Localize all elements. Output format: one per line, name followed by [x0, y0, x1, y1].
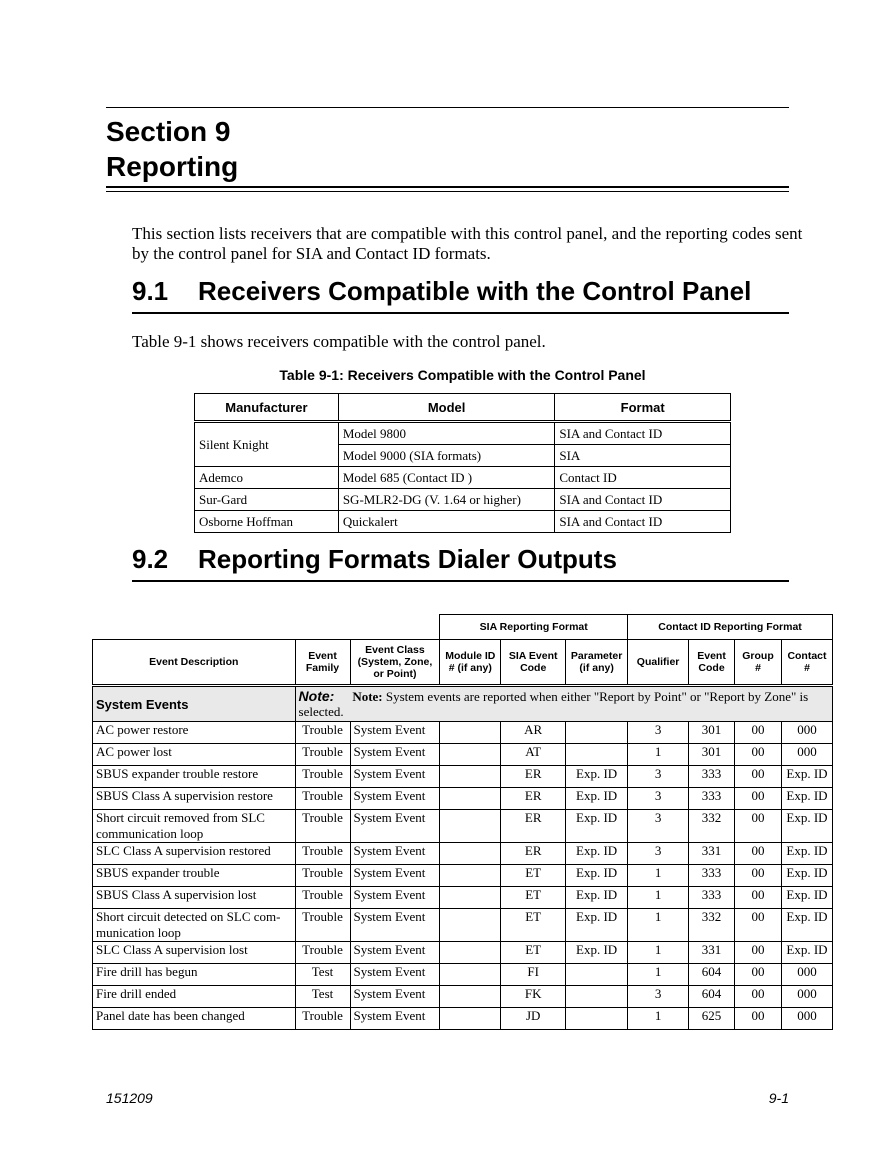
table-row [93, 788, 833, 810]
module-id-cell [440, 722, 501, 744]
event-class-cell: System Event [350, 964, 440, 986]
event-code-cell: 604 [689, 986, 735, 1008]
table-row [93, 942, 833, 964]
heading-number: 9.2 [132, 544, 169, 574]
event-description-cell: Fire drill has begun [93, 964, 296, 986]
parameter-cell: Exp. ID [566, 909, 628, 942]
model-cell: SG-MLR2-DG (V. 1.64 or higher) [338, 489, 555, 511]
table-row [93, 909, 833, 942]
event-family-cell: Trouble [295, 810, 350, 843]
column-header: Parameter (if any) [566, 640, 628, 686]
model-cell: Model 9800 [338, 422, 555, 445]
blank-header [93, 615, 440, 640]
heading-rule [132, 312, 789, 314]
sia-event-code-cell: JD [501, 1008, 566, 1030]
manufacturer-cell: Ademco [195, 467, 339, 489]
event-class-cell: System Event [350, 909, 440, 942]
heading-number: 9.1 [132, 276, 169, 306]
parameter-cell: Exp. ID [566, 788, 628, 810]
event-description-cell: Fire drill ended [93, 986, 296, 1008]
table-row [93, 964, 833, 986]
contact-cell: 000 [781, 722, 832, 744]
model-cell: Quickalert [338, 511, 555, 533]
qualifier-cell: 3 [628, 722, 689, 744]
event-code-cell: 331 [689, 843, 735, 865]
note-text: System events are reported when either "Report by Point" or "Report by Zone" is selected. [298, 689, 809, 719]
parameter-cell [566, 964, 628, 986]
event-family-cell: Trouble [295, 722, 350, 744]
contact-cell: Exp. ID [781, 909, 832, 942]
module-id-cell [440, 766, 501, 788]
event-family-cell: Test [295, 964, 350, 986]
event-class-cell: System Event [350, 1008, 440, 1030]
qualifier-cell: 3 [628, 766, 689, 788]
group-cell: 00 [735, 722, 782, 744]
column-header: Event Code [689, 640, 735, 686]
sia-event-code-cell: ER [501, 766, 566, 788]
group-cell: 00 [735, 1008, 782, 1030]
group-cell: 00 [735, 909, 782, 942]
module-id-cell [440, 964, 501, 986]
format-cell: SIA [555, 445, 731, 467]
event-description-cell: AC power lost [93, 744, 296, 766]
event-description-cell: Short circuit removed from SLC communication loop [93, 810, 296, 843]
format-cell: SIA and Contact ID [555, 511, 731, 533]
sia-event-code-cell: ER [501, 810, 566, 843]
event-code-cell: 333 [689, 887, 735, 909]
event-class-cell: System Event [350, 942, 440, 964]
column-header-row [93, 640, 833, 686]
section-number: Section 9 [106, 116, 231, 147]
contact-cell: Exp. ID [781, 843, 832, 865]
parameter-cell [566, 722, 628, 744]
event-family-cell: Trouble [295, 942, 350, 964]
table-header-row [195, 394, 731, 422]
module-id-cell [440, 942, 501, 964]
event-description-cell: SBUS expander trouble [93, 865, 296, 887]
manufacturer-cell: Silent Knight [195, 422, 339, 467]
event-code-cell: 331 [689, 942, 735, 964]
heading-text: Receivers Compatible with the Control Panel [198, 276, 752, 306]
event-description-cell: SLC Class A supervision restored [93, 843, 296, 865]
intro-paragraph: This section lists receivers that are compatible with this control panel, and the reporting codes sent by the control panel for SIA and Contact ID formats. [132, 224, 803, 263]
event-description-cell: AC power restore [93, 722, 296, 744]
manufacturer-cell: Sur-Gard [195, 489, 339, 511]
format-cell: SIA and Contact ID [555, 489, 731, 511]
model-cell: Model 685 (Contact ID ) [338, 467, 555, 489]
table1-caption: Table 9-1: Receivers Compatible with the Control Panel [279, 367, 646, 383]
table-row [195, 422, 731, 445]
module-id-cell [440, 810, 501, 843]
event-code-cell: 332 [689, 909, 735, 942]
table-row [93, 722, 833, 744]
column-header: Manufacturer [195, 394, 339, 422]
qualifier-cell: 3 [628, 810, 689, 843]
column-header: Group # [735, 640, 782, 686]
table-row [195, 467, 731, 489]
qualifier-cell: 1 [628, 909, 689, 942]
heading-9-2 [132, 544, 617, 574]
manufacturer-cell: Osborne Hoffman [195, 511, 339, 533]
receivers-table [194, 393, 731, 533]
event-class-cell: System Event [350, 788, 440, 810]
parameter-cell [566, 1008, 628, 1030]
event-family-cell: Trouble [295, 865, 350, 887]
event-code-cell: 332 [689, 810, 735, 843]
contact-cell: 000 [781, 744, 832, 766]
event-code-cell: 604 [689, 964, 735, 986]
table-row [93, 887, 833, 909]
parameter-cell: Exp. ID [566, 766, 628, 788]
group-cell: 00 [735, 887, 782, 909]
contact-cell: 000 [781, 1008, 832, 1030]
model-cell: Model 9000 (SIA formats) [338, 445, 555, 467]
event-code-cell: 333 [689, 766, 735, 788]
section-title [106, 114, 238, 184]
event-description-cell: SBUS expander trouble restore [93, 766, 296, 788]
table1-intro: Table 9-1 shows receivers compatible with the control panel. [132, 332, 546, 351]
sia-event-code-cell: ET [501, 909, 566, 942]
qualifier-cell: 1 [628, 865, 689, 887]
sia-format-header: SIA Reporting Format [440, 615, 628, 640]
note-label: Note: [298, 688, 335, 704]
event-code-cell: 301 [689, 722, 735, 744]
contact-cell: 000 [781, 964, 832, 986]
event-class-cell: System Event [350, 744, 440, 766]
event-description-cell: Short circuit detected on SLC com-munication loop [93, 909, 296, 942]
module-id-cell [440, 1008, 501, 1030]
event-family-cell: Trouble [295, 1008, 350, 1030]
contact-id-format-header: Contact ID Reporting Format [628, 615, 833, 640]
group-cell: 00 [735, 810, 782, 843]
parameter-cell [566, 986, 628, 1008]
group-cell: 00 [735, 744, 782, 766]
contact-cell: Exp. ID [781, 788, 832, 810]
module-id-cell [440, 843, 501, 865]
format-cell: SIA and Contact ID [555, 422, 731, 445]
contact-cell: 000 [781, 986, 832, 1008]
parameter-cell: Exp. ID [566, 865, 628, 887]
event-family-cell: Trouble [295, 887, 350, 909]
event-family-cell: Trouble [295, 909, 350, 942]
footer-right: 9-1 [768, 1090, 789, 1106]
event-class-cell: System Event [350, 810, 440, 843]
qualifier-cell: 3 [628, 986, 689, 1008]
module-id-cell [440, 909, 501, 942]
dialer-outputs-table [92, 614, 833, 1030]
event-description-cell: SLC Class A supervision lost [93, 942, 296, 964]
module-id-cell [440, 887, 501, 909]
sia-event-code-cell: ER [501, 788, 566, 810]
contact-cell: Exp. ID [781, 942, 832, 964]
event-code-cell: 625 [689, 1008, 735, 1030]
parameter-cell: Exp. ID [566, 942, 628, 964]
group-cell: 00 [735, 788, 782, 810]
table-row [93, 986, 833, 1008]
column-header: Contact # [781, 640, 832, 686]
sia-event-code-cell: ET [501, 942, 566, 964]
contact-cell: Exp. ID [781, 865, 832, 887]
table-row [195, 511, 731, 533]
column-header: Model [338, 394, 555, 422]
event-description-cell: SBUS Class A supervision restore [93, 788, 296, 810]
table-row [93, 810, 833, 843]
group-header-row [93, 615, 833, 640]
group-cell: 00 [735, 942, 782, 964]
qualifier-cell: 1 [628, 964, 689, 986]
module-id-cell [440, 744, 501, 766]
heading-rule [132, 580, 789, 582]
event-family-cell: Trouble [295, 744, 350, 766]
group-note [295, 686, 832, 722]
parameter-cell: Exp. ID [566, 810, 628, 843]
group-cell: 00 [735, 865, 782, 887]
table-row [93, 766, 833, 788]
qualifier-cell: 1 [628, 1008, 689, 1030]
event-class-cell: System Event [350, 986, 440, 1008]
heading-text: Reporting Formats Dialer Outputs [198, 544, 617, 574]
column-header: Event Class (System, Zone, or Point) [350, 640, 440, 686]
group-cell: 00 [735, 986, 782, 1008]
event-description-cell: Panel date has been changed [93, 1008, 296, 1030]
qualifier-cell: 1 [628, 887, 689, 909]
contact-cell: Exp. ID [781, 810, 832, 843]
top-rule [106, 107, 789, 108]
event-code-cell: 333 [689, 788, 735, 810]
event-description-cell: SBUS Class A supervision lost [93, 887, 296, 909]
group-cell: 00 [735, 964, 782, 986]
sia-event-code-cell: AR [501, 722, 566, 744]
parameter-cell: Exp. ID [566, 887, 628, 909]
table-row [93, 865, 833, 887]
sia-event-code-cell: ET [501, 887, 566, 909]
group-row [93, 686, 833, 722]
qualifier-cell: 1 [628, 744, 689, 766]
note-bold: Note: [352, 689, 383, 704]
module-id-cell [440, 865, 501, 887]
group-cell: 00 [735, 843, 782, 865]
footer-left: 151209 [106, 1090, 153, 1106]
column-header: Format [555, 394, 731, 422]
section-name: Reporting [106, 151, 239, 182]
table-row [93, 744, 833, 766]
table-row [195, 489, 731, 511]
event-class-cell: System Event [350, 843, 440, 865]
parameter-cell [566, 744, 628, 766]
event-code-cell: 333 [689, 865, 735, 887]
event-family-cell: Trouble [295, 843, 350, 865]
event-family-cell: Test [295, 986, 350, 1008]
sia-event-code-cell: AT [501, 744, 566, 766]
table-row [93, 843, 833, 865]
event-code-cell: 301 [689, 744, 735, 766]
module-id-cell [440, 788, 501, 810]
sia-event-code-cell: ET [501, 865, 566, 887]
sia-event-code-cell: ER [501, 843, 566, 865]
event-class-cell: System Event [350, 766, 440, 788]
contact-cell: Exp. ID [781, 887, 832, 909]
qualifier-cell: 3 [628, 788, 689, 810]
group-name: System Events [93, 686, 296, 722]
column-header: Event Description [93, 640, 296, 686]
qualifier-cell: 3 [628, 843, 689, 865]
column-header: Event Family [295, 640, 350, 686]
column-header: Qualifier [628, 640, 689, 686]
sia-event-code-cell: FI [501, 964, 566, 986]
event-class-cell: System Event [350, 865, 440, 887]
section-double-rule [106, 186, 789, 192]
event-family-cell: Trouble [295, 766, 350, 788]
column-header: Module ID # (if any) [440, 640, 501, 686]
group-cell: 00 [735, 766, 782, 788]
module-id-cell [440, 986, 501, 1008]
qualifier-cell: 1 [628, 942, 689, 964]
column-header: SIA Event Code [501, 640, 566, 686]
sia-event-code-cell: FK [501, 986, 566, 1008]
event-class-cell: System Event [350, 722, 440, 744]
table-row [93, 1008, 833, 1030]
contact-cell: Exp. ID [781, 766, 832, 788]
event-family-cell: Trouble [295, 788, 350, 810]
event-class-cell: System Event [350, 887, 440, 909]
format-cell: Contact ID [555, 467, 731, 489]
heading-9-1 [132, 276, 751, 306]
parameter-cell: Exp. ID [566, 843, 628, 865]
